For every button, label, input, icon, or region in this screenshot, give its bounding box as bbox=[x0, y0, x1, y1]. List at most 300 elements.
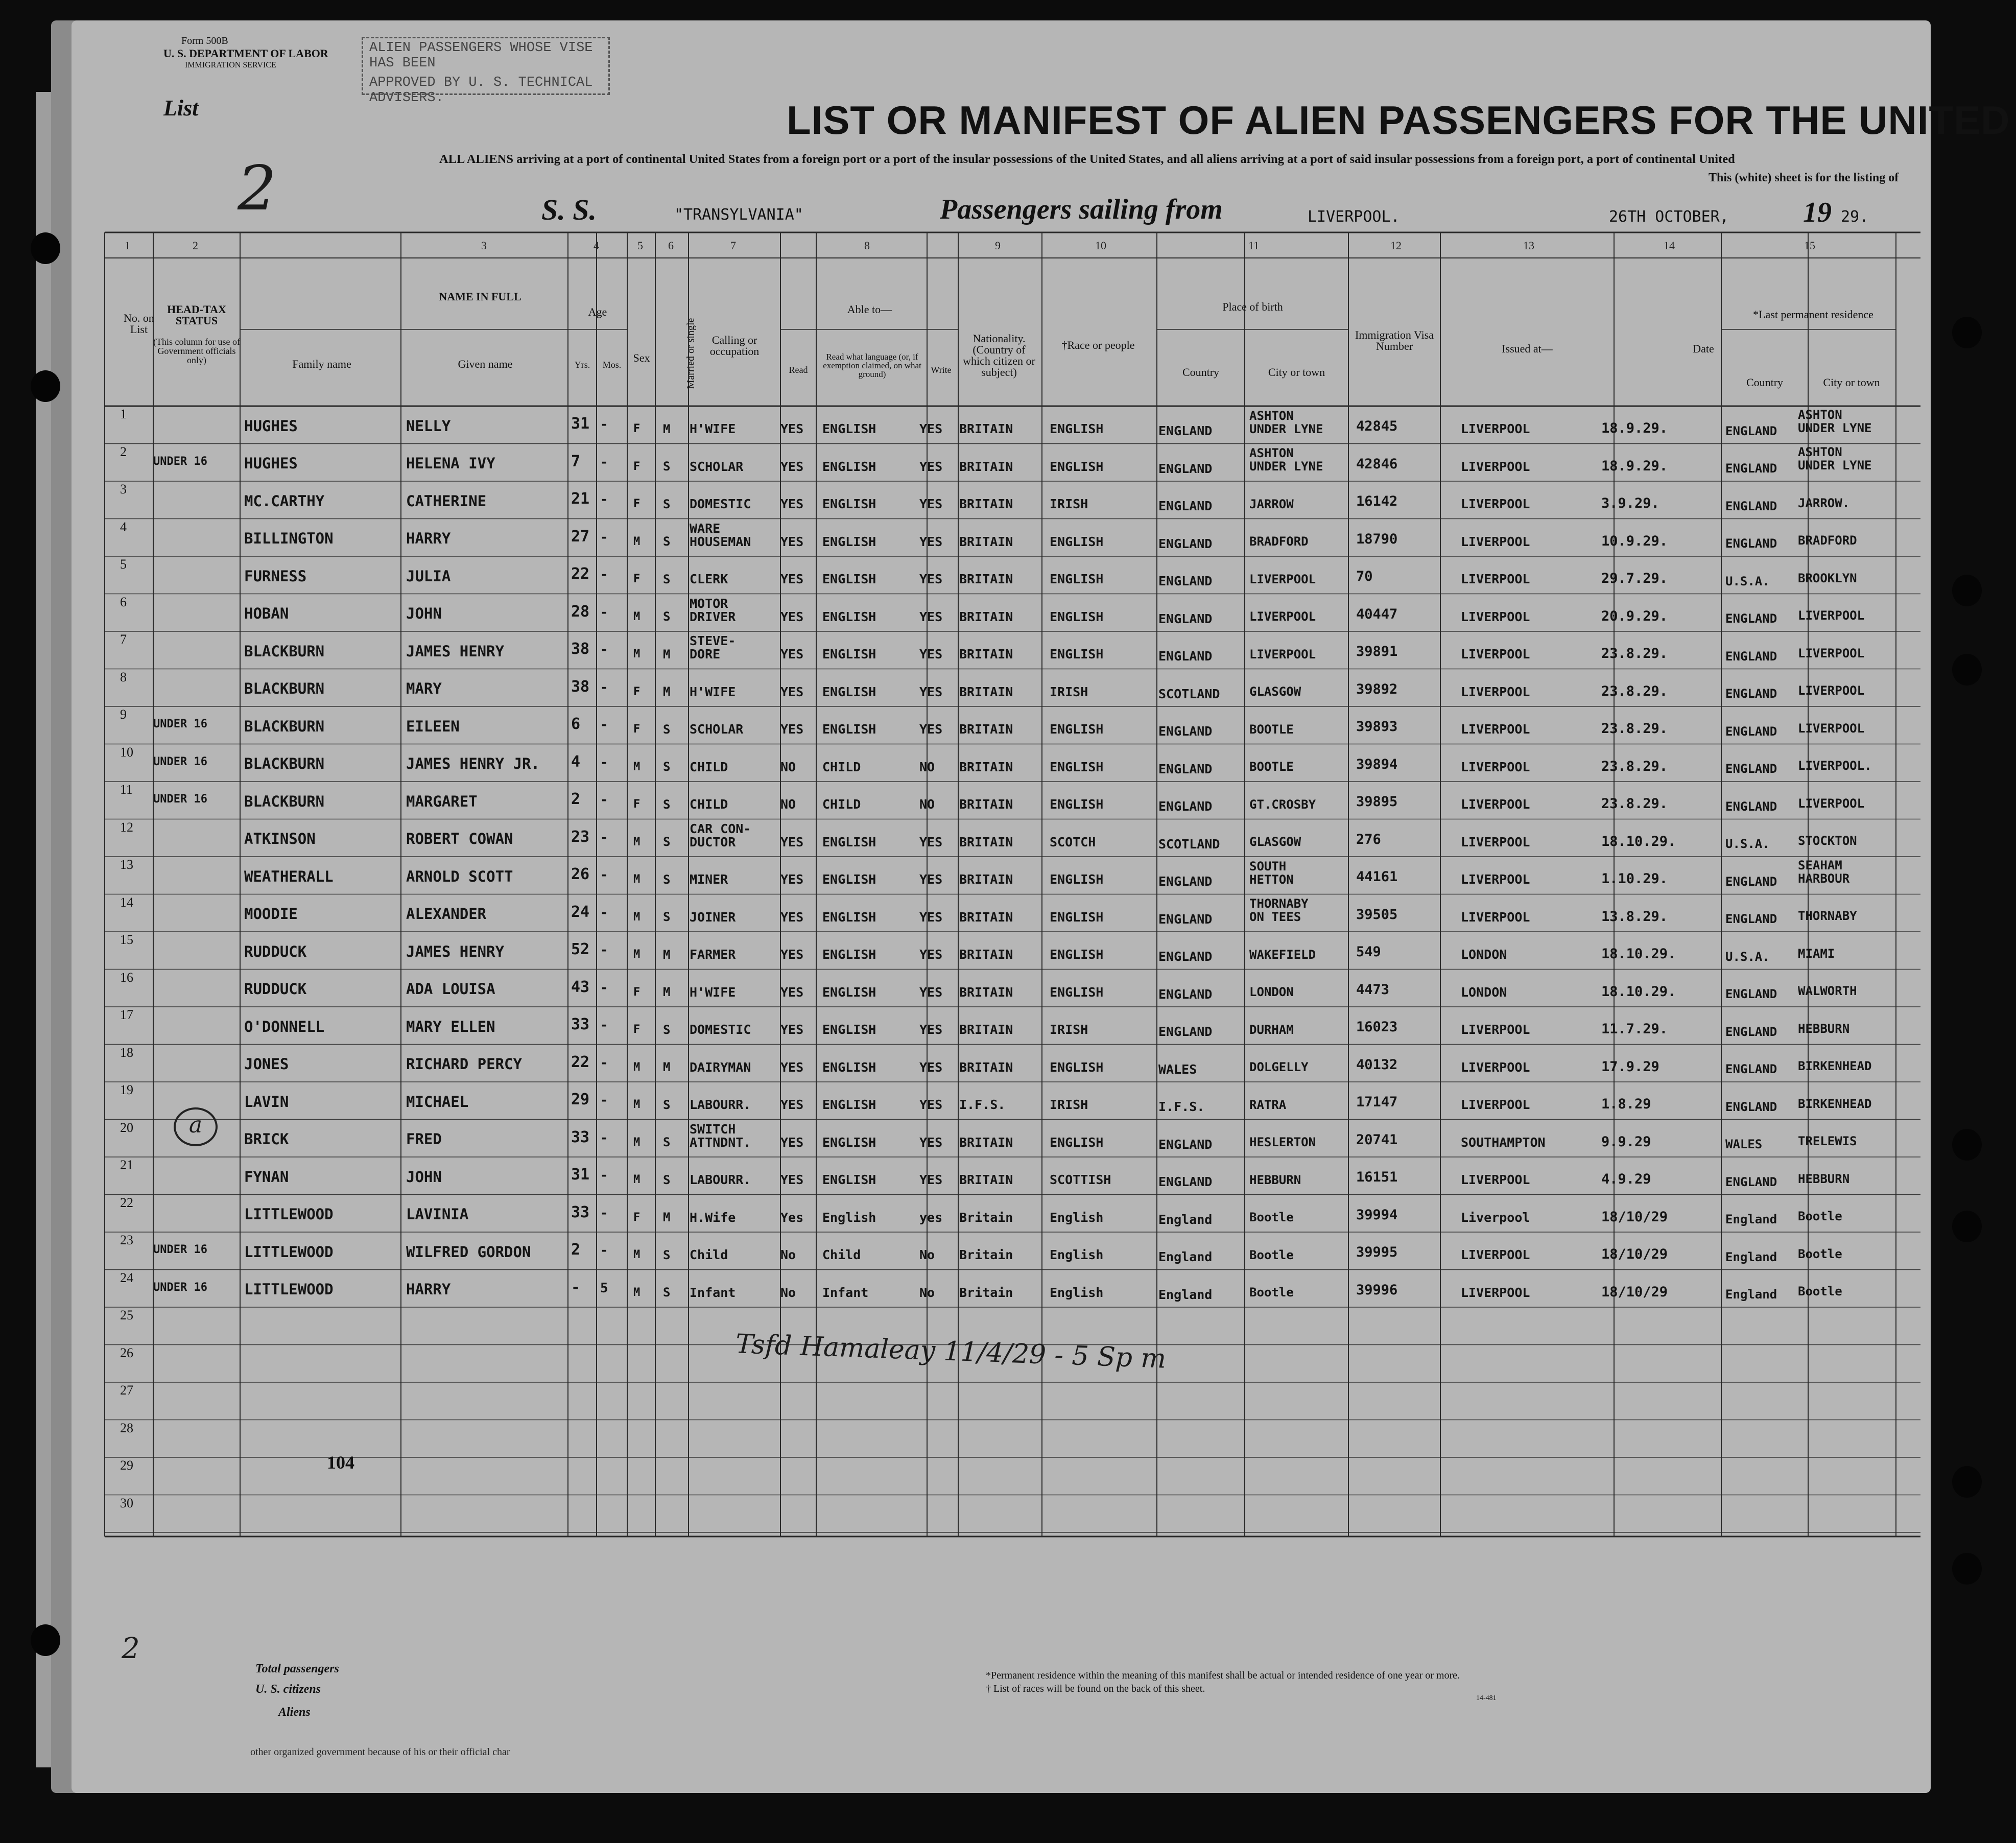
race: SCOTCH bbox=[1050, 834, 1096, 849]
visa-number: 39996 bbox=[1356, 1282, 1398, 1298]
visa-number: 40447 bbox=[1356, 606, 1398, 622]
birth-country: ENGLAND bbox=[1158, 911, 1213, 927]
visa-number: 16023 bbox=[1356, 1019, 1398, 1035]
header-city: City or town bbox=[1268, 366, 1325, 379]
age-years: 31 bbox=[571, 1166, 590, 1184]
footer-form-code: 14-481 bbox=[1476, 1694, 1497, 1702]
service-name: IMMIGRATION SERVICE bbox=[185, 61, 276, 69]
age-years: 22 bbox=[571, 565, 590, 583]
visa-date: 23.8.29. bbox=[1601, 721, 1668, 737]
residence-city: LIVERPOOL bbox=[1798, 683, 1865, 698]
visa-date: 23.8.29. bbox=[1601, 683, 1668, 699]
visa-issued-at: LIVERPOOL bbox=[1461, 1285, 1530, 1300]
occupation: DRIVER bbox=[690, 609, 736, 624]
given-name: JAMES HENRY bbox=[406, 942, 505, 960]
visa-date: 11.7.29. bbox=[1601, 1021, 1668, 1037]
can-write: YES bbox=[919, 647, 943, 661]
age-months: - bbox=[600, 867, 608, 883]
given-name: JAMES HENRY bbox=[406, 642, 505, 660]
visa-date: 20.9.29. bbox=[1601, 608, 1668, 624]
visa-number: 18790 bbox=[1356, 531, 1398, 547]
can-write: YES bbox=[919, 572, 943, 586]
can-write: YES bbox=[919, 497, 943, 511]
family-name: LAVIN bbox=[244, 1093, 289, 1110]
occupation: LABOURR. bbox=[690, 1172, 751, 1187]
residence-country: ENGLAND bbox=[1725, 724, 1777, 739]
birth-city: BRADFORD bbox=[1249, 534, 1309, 549]
head-tax-status: UNDER 16 bbox=[153, 718, 207, 731]
occupation-line1: CAR CON- bbox=[690, 821, 751, 836]
list-number: 2 bbox=[238, 153, 277, 224]
visa-number: 39895 bbox=[1356, 794, 1398, 810]
row-number: 1 bbox=[120, 407, 127, 422]
can-write: YES bbox=[919, 1097, 943, 1112]
nationality: BRITAIN bbox=[959, 534, 1013, 549]
family-name: RUDDUCK bbox=[244, 980, 307, 998]
given-name: FRED bbox=[406, 1130, 442, 1148]
form-number: Form 500B bbox=[181, 35, 228, 46]
marital-status: S bbox=[663, 797, 671, 812]
birth-country: ENGLAND bbox=[1158, 574, 1213, 588]
row-number: 12 bbox=[120, 819, 133, 835]
visa-issued-at: LIVERPOOL bbox=[1461, 572, 1530, 586]
header-sex: Sex bbox=[633, 351, 650, 364]
head-tax-status: UNDER 16 bbox=[153, 793, 207, 806]
header-res-country: Country bbox=[1746, 376, 1784, 389]
birth-city: Bootle bbox=[1249, 1285, 1294, 1300]
can-read: NO bbox=[780, 759, 796, 774]
age-years: 38 bbox=[571, 640, 590, 658]
can-write: NO bbox=[919, 759, 935, 774]
marital-status: M bbox=[663, 1060, 671, 1075]
sex: M bbox=[633, 948, 641, 961]
row-number: 11 bbox=[120, 782, 133, 797]
visa-number: 549 bbox=[1356, 944, 1381, 960]
occupation: FARMER bbox=[690, 947, 736, 962]
nationality: BRITAIN bbox=[959, 947, 1013, 962]
residence-country: ENGLAND bbox=[1725, 762, 1777, 776]
sex: F bbox=[633, 460, 641, 473]
birth-city: LIVERPOOL bbox=[1249, 609, 1316, 624]
header-res-city: City or town bbox=[1823, 376, 1880, 389]
sex: M bbox=[633, 1173, 641, 1187]
column-number: 2 bbox=[193, 239, 198, 252]
race: ENGLISH bbox=[1050, 1135, 1104, 1150]
birth-city-line1: SOUTH bbox=[1249, 859, 1287, 873]
nationality: BRITAIN bbox=[959, 984, 1013, 1000]
residence-country: U.S.A. bbox=[1725, 837, 1770, 852]
can-read: YES bbox=[780, 421, 804, 436]
sex: M bbox=[633, 1248, 641, 1262]
birth-city: WAKEFIELD bbox=[1249, 947, 1316, 962]
birth-city: ON TEES bbox=[1249, 910, 1301, 925]
can-write: YES bbox=[919, 834, 943, 849]
residence-city: BIRKENHEAD bbox=[1798, 1059, 1872, 1074]
can-read: YES bbox=[780, 1172, 804, 1187]
can-read: YES bbox=[780, 534, 804, 549]
occupation: DOMESTIC bbox=[690, 1022, 751, 1037]
header-country: Country bbox=[1182, 366, 1220, 379]
marital-status: S bbox=[663, 497, 671, 511]
can-write: YES bbox=[919, 1172, 943, 1187]
occupation: CHILD bbox=[690, 797, 728, 812]
nationality: BRITAIN bbox=[959, 1059, 1013, 1075]
residence-country: ENGLAND bbox=[1725, 1099, 1777, 1114]
residence-country: ENGLAND bbox=[1725, 687, 1777, 701]
visa-date: 10.9.29. bbox=[1601, 533, 1668, 549]
row-number: 13 bbox=[120, 857, 133, 872]
language: ENGLISH bbox=[822, 1097, 876, 1112]
visa-date: 23.8.29. bbox=[1601, 646, 1668, 662]
sex: M bbox=[633, 910, 641, 924]
age-months: - bbox=[600, 1130, 608, 1146]
visa-number: 39994 bbox=[1356, 1207, 1398, 1223]
birth-country: ENGLAND bbox=[1158, 1137, 1213, 1152]
visa-number: 39505 bbox=[1356, 906, 1398, 923]
residence-city: Bootle bbox=[1798, 1246, 1842, 1261]
residence-city: THORNABY bbox=[1798, 909, 1857, 924]
sailing-date: 26TH OCTOBER, bbox=[1609, 208, 1729, 226]
family-name: MC.CARTHY bbox=[244, 492, 325, 510]
family-name: MOODIE bbox=[244, 905, 298, 923]
visa-date: 9.9.29 bbox=[1601, 1133, 1651, 1150]
language: ENGLISH bbox=[822, 1059, 876, 1075]
row-number: 19 bbox=[120, 1082, 133, 1098]
marital-status: S bbox=[663, 1247, 671, 1262]
sex: F bbox=[633, 422, 641, 436]
visa-issued-at: LIVERPOOL bbox=[1461, 1247, 1530, 1262]
header-no-on-list: No. on List bbox=[124, 312, 154, 336]
visa-issued-at: LONDON bbox=[1461, 984, 1507, 1000]
birth-country: ENGLAND bbox=[1158, 799, 1213, 814]
visa-number: 39995 bbox=[1356, 1244, 1398, 1261]
race: IRISH bbox=[1050, 1022, 1088, 1037]
can-read: YES bbox=[780, 909, 804, 925]
manifest-subtitle: ALL ALIENS arriving at a port of continental United States from a foreign port or a port of the insular possessions of the United States, and all aliens arriving at a port of said insular possessions from a foreign port, a port of continental United bbox=[439, 152, 1735, 166]
given-name: JAMES HENRY JR. bbox=[406, 755, 540, 773]
aliens-label: Aliens bbox=[278, 1706, 311, 1719]
header-calling: Calling or occupation bbox=[709, 334, 760, 358]
age-years: 2 bbox=[571, 1241, 581, 1259]
given-name: LAVINIA bbox=[406, 1206, 469, 1223]
sex: M bbox=[633, 1286, 641, 1299]
occupation: H'WIFE bbox=[690, 984, 736, 1000]
age-years: 7 bbox=[571, 452, 581, 470]
column-number: 13 bbox=[1523, 239, 1534, 252]
visa-issued-at: LIVERPOOL bbox=[1461, 722, 1530, 737]
age-years: 21 bbox=[571, 490, 590, 508]
residence-city-line1: ASHTON bbox=[1798, 445, 1842, 460]
residence-city: UNDER LYNE bbox=[1798, 420, 1872, 435]
birth-city-line1: THORNABY bbox=[1249, 896, 1309, 911]
marital-status: S bbox=[663, 910, 671, 925]
family-name: BLACKBURN bbox=[244, 755, 325, 773]
race: ENGLISH bbox=[1050, 872, 1104, 887]
marital-status: S bbox=[663, 1022, 671, 1037]
age-years: 33 bbox=[571, 1128, 590, 1146]
visa-date: 23.8.29. bbox=[1601, 796, 1668, 812]
age-years: 52 bbox=[571, 940, 590, 958]
sex: M bbox=[633, 1060, 641, 1074]
family-name: O'DONNELL bbox=[244, 1018, 325, 1035]
row-number: 23 bbox=[120, 1233, 133, 1248]
language: ENGLISH bbox=[822, 909, 876, 925]
language: ENGLISH bbox=[822, 534, 876, 549]
age-months: - bbox=[600, 1243, 608, 1259]
visa-issued-at: LIVERPOOL bbox=[1461, 684, 1530, 699]
age-months: - bbox=[600, 567, 608, 583]
residence-country: ENGLAND bbox=[1725, 912, 1777, 927]
age-years: 24 bbox=[571, 903, 590, 921]
residence-country: ENGLAND bbox=[1725, 499, 1777, 513]
visa-issued-at: LIVERPOOL bbox=[1461, 759, 1530, 774]
column-number: 15 bbox=[1804, 239, 1815, 252]
residence-city: MIAMI bbox=[1798, 946, 1835, 961]
age-months: - bbox=[600, 1055, 608, 1071]
birth-country: ENGLAND bbox=[1158, 874, 1213, 889]
race: IRISH bbox=[1050, 684, 1088, 699]
marital-status: S bbox=[663, 760, 671, 774]
can-write: No bbox=[919, 1247, 935, 1262]
can-write: YES bbox=[919, 1022, 943, 1037]
visa-number: 42845 bbox=[1356, 418, 1398, 435]
sex: M bbox=[633, 648, 641, 661]
marital-status: S bbox=[663, 1172, 671, 1187]
birth-country: SCOTLAND bbox=[1158, 836, 1220, 852]
marital-status: M bbox=[663, 1210, 671, 1225]
visa-issued-at: LIVERPOOL bbox=[1461, 797, 1530, 812]
birth-country: ENGLAND bbox=[1158, 611, 1213, 626]
can-write: YES bbox=[919, 459, 943, 474]
nationality: Britain bbox=[959, 1285, 1013, 1300]
row-number: 15 bbox=[120, 932, 133, 948]
marital-status: S bbox=[663, 534, 671, 549]
birth-city: GLASGOW bbox=[1249, 835, 1301, 849]
head-tax-status: UNDER 16 bbox=[153, 1243, 207, 1257]
ss-label: S. S. bbox=[541, 193, 597, 226]
can-read: YES bbox=[780, 609, 804, 624]
marital-status: S bbox=[663, 459, 671, 474]
sex: F bbox=[633, 723, 641, 736]
age-years: 2 bbox=[571, 790, 581, 808]
nationality: BRITAIN bbox=[959, 797, 1013, 812]
can-read: YES bbox=[780, 1097, 804, 1112]
column-number: 5 bbox=[637, 239, 643, 252]
sailing-from-label: Passengers sailing from bbox=[940, 194, 1223, 225]
can-read: YES bbox=[780, 647, 804, 661]
age-years: 33 bbox=[571, 1015, 590, 1033]
residence-country: England bbox=[1725, 1287, 1777, 1302]
column-number: 3 bbox=[481, 239, 487, 252]
residence-city: Bootle bbox=[1798, 1284, 1842, 1299]
family-name: WEATHERALL bbox=[244, 867, 334, 885]
column-number: 4 bbox=[594, 239, 599, 252]
language: CHILD bbox=[822, 759, 861, 774]
header-given-name: Given name bbox=[458, 358, 513, 370]
row-number: 10 bbox=[120, 744, 133, 760]
nationality: BRITAIN bbox=[959, 872, 1013, 887]
residence-country: ENGLAND bbox=[1725, 649, 1777, 664]
row-number: 30 bbox=[120, 1495, 133, 1510]
occupation: DORE bbox=[690, 647, 721, 661]
visa-issued-at: SOUTHAMPTON bbox=[1461, 1135, 1546, 1150]
visa-issued-at: LIVERPOOL bbox=[1461, 872, 1530, 887]
residence-country: U.S.A. bbox=[1725, 949, 1770, 964]
can-read: YES bbox=[780, 834, 804, 849]
row-number: 25 bbox=[120, 1308, 133, 1323]
language: ENGLISH bbox=[822, 984, 876, 1000]
visa-number: 276 bbox=[1356, 831, 1381, 847]
age-months: - bbox=[600, 717, 608, 733]
header-married: Married or single bbox=[685, 318, 697, 389]
age-years: 28 bbox=[571, 602, 590, 621]
age-years: 4 bbox=[571, 752, 581, 771]
age-years: 22 bbox=[571, 1053, 590, 1071]
family-name: ATKINSON bbox=[244, 830, 316, 848]
residence-city: HEBBURN bbox=[1798, 1171, 1850, 1186]
visa-date: 13.8.29. bbox=[1601, 908, 1668, 925]
birth-city: UNDER LYNE bbox=[1249, 459, 1323, 474]
birth-city: UNDER LYNE bbox=[1249, 421, 1323, 436]
sex: M bbox=[633, 1098, 641, 1112]
marital-status: S bbox=[663, 1135, 671, 1150]
marital-status: S bbox=[663, 1285, 671, 1300]
occupation-line1: MOTOR bbox=[690, 596, 728, 611]
footer-note-races: † List of races will be found on the back of this sheet. bbox=[986, 1683, 1205, 1694]
birth-country: ENGLAND bbox=[1158, 986, 1213, 1002]
race: SCOTTISH bbox=[1050, 1172, 1111, 1187]
visa-number: 39891 bbox=[1356, 644, 1398, 660]
can-read: No bbox=[780, 1285, 796, 1300]
column-number: 11 bbox=[1248, 239, 1260, 252]
sex: F bbox=[633, 798, 641, 811]
list-label: List bbox=[163, 96, 199, 121]
visa-issued-at: LIVERPOOL bbox=[1461, 421, 1530, 436]
occupation: H'WIFE bbox=[690, 421, 736, 436]
residence-country: ENGLAND bbox=[1725, 1062, 1777, 1077]
age-years: 26 bbox=[571, 865, 590, 883]
occupation: ATTNDNT. bbox=[690, 1135, 751, 1150]
nationality: BRITAIN bbox=[959, 459, 1013, 474]
race: ENGLISH bbox=[1050, 759, 1104, 774]
residence-city: HARBOUR bbox=[1798, 871, 1850, 886]
sex: M bbox=[633, 535, 641, 548]
visa-issued-at: LIVERPOOL bbox=[1461, 647, 1530, 661]
can-write: YES bbox=[919, 872, 943, 887]
row-number: 17 bbox=[120, 1007, 133, 1023]
birth-city-line1: ASHTON bbox=[1249, 408, 1294, 423]
marital-status: S bbox=[663, 872, 671, 887]
race: ENGLISH bbox=[1050, 722, 1104, 737]
given-name: HARRY bbox=[406, 1281, 451, 1298]
race: ENGLISH bbox=[1050, 909, 1104, 925]
race: ENGLISH bbox=[1050, 459, 1104, 474]
can-write: YES bbox=[919, 909, 943, 925]
row-number: 29 bbox=[120, 1458, 133, 1473]
residence-country: England bbox=[1725, 1212, 1777, 1227]
age-months: - bbox=[600, 1018, 608, 1033]
stamp-line: APPROVED BY U. S. TECHNICAL ADVISERS. bbox=[369, 75, 593, 106]
can-write: YES bbox=[919, 1059, 943, 1075]
visa-issued-at: LIVERPOOL bbox=[1461, 534, 1530, 549]
can-read: YES bbox=[780, 459, 804, 474]
visa-number: 4473 bbox=[1356, 981, 1390, 998]
birth-country: ENGLAND bbox=[1158, 499, 1213, 513]
row-number: 26 bbox=[120, 1345, 133, 1360]
language: ENGLISH bbox=[822, 421, 876, 436]
marital-status: M bbox=[663, 684, 671, 699]
handwritten-note: Tsfd Hamaleay 11/4/29 - 5 Sp m bbox=[735, 1329, 1167, 1375]
nationality: BRITAIN bbox=[959, 722, 1013, 737]
visa-issued-at: LIVERPOOL bbox=[1461, 1022, 1530, 1037]
sex: F bbox=[633, 498, 641, 511]
visa-issued-at: LONDON bbox=[1461, 947, 1507, 962]
can-read: YES bbox=[780, 722, 804, 737]
visa-number: 70 bbox=[1356, 569, 1373, 585]
marital-status: S bbox=[663, 609, 671, 624]
can-read: YES bbox=[780, 1022, 804, 1037]
manifest-title: LIST OR MANIFEST OF ALIEN PASSENGERS FOR THE UNITED bbox=[787, 98, 2010, 143]
header-last-residence: *Last permanent residence bbox=[1753, 308, 1873, 321]
nationality: BRITAIN bbox=[959, 647, 1013, 661]
circled-letter bbox=[174, 1107, 218, 1146]
row-number: 18 bbox=[120, 1045, 133, 1060]
occupation: DAIRYMAN bbox=[690, 1059, 751, 1075]
residence-country: U.S.A. bbox=[1725, 574, 1770, 588]
residence-city: LIVERPOOL bbox=[1798, 721, 1865, 736]
passenger-count: 104 bbox=[327, 1452, 354, 1473]
visa-number: 39893 bbox=[1356, 719, 1398, 735]
age-months: - bbox=[600, 942, 608, 958]
age-months: - bbox=[600, 604, 608, 620]
can-write: YES bbox=[919, 947, 943, 962]
language: ENGLISH bbox=[822, 609, 876, 624]
race: English bbox=[1050, 1247, 1104, 1262]
residence-city: LIVERPOOL bbox=[1798, 796, 1865, 811]
occupation: JOINER bbox=[690, 909, 736, 925]
can-write: YES bbox=[919, 984, 943, 1000]
family-name: HUGHES bbox=[244, 455, 298, 472]
row-number: 16 bbox=[120, 970, 133, 985]
row-number: 3 bbox=[120, 482, 127, 497]
birth-city: HEBBURN bbox=[1249, 1172, 1301, 1187]
year-prefix: 19 bbox=[1803, 197, 1832, 228]
birth-country: England bbox=[1158, 1249, 1213, 1264]
nationality: BRITAIN bbox=[959, 572, 1013, 586]
ship-name: "TRANSYLVANIA" bbox=[674, 206, 803, 224]
occupation: SCHOLAR bbox=[690, 722, 744, 737]
occupation: CHILD bbox=[690, 759, 728, 774]
can-read: YES bbox=[780, 497, 804, 511]
family-name: LITTLEWOOD bbox=[244, 1243, 334, 1261]
residence-city: STOCKTON bbox=[1798, 834, 1857, 848]
header-visa-number: Immigration Visa Number bbox=[1355, 328, 1434, 352]
visa-date: 18.10.29. bbox=[1601, 946, 1676, 962]
column-number: 9 bbox=[995, 239, 1001, 252]
row-number: 28 bbox=[120, 1420, 133, 1435]
family-name: BLACKBURN bbox=[244, 792, 325, 810]
language: ENGLISH bbox=[822, 947, 876, 962]
residence-city: LIVERPOOL bbox=[1798, 608, 1865, 623]
occupation: Child bbox=[690, 1247, 728, 1262]
birth-country: England bbox=[1158, 1212, 1213, 1227]
column-number: 8 bbox=[864, 239, 870, 252]
can-read: YES bbox=[780, 684, 804, 699]
can-write: yes bbox=[919, 1210, 943, 1225]
nationality: Britain bbox=[959, 1210, 1013, 1225]
family-name: JONES bbox=[244, 1055, 289, 1073]
given-name: HARRY bbox=[406, 530, 451, 548]
